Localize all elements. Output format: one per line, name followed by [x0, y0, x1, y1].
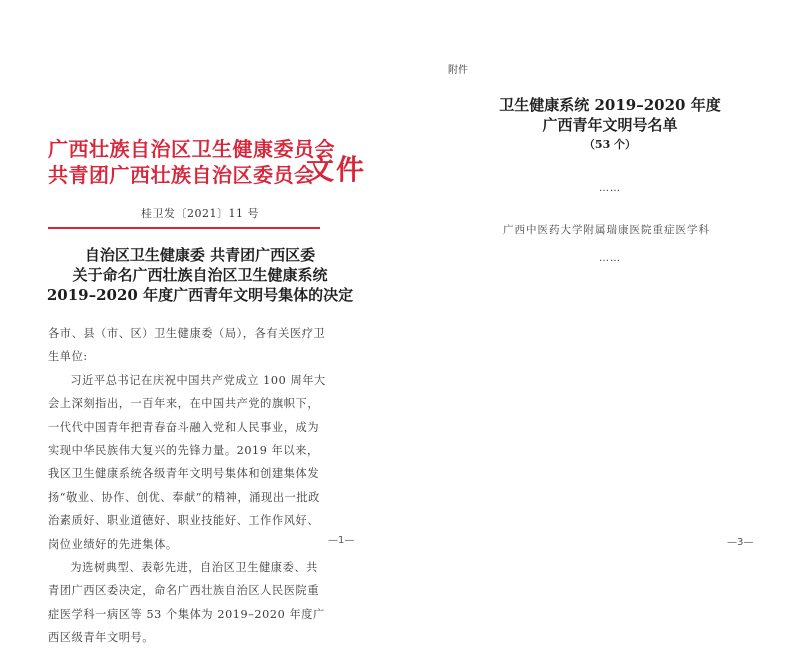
list-item: 广西中医药大学附属瑞康医院重症医学科 [503, 224, 710, 236]
list-title [420, 95, 800, 135]
list-title-line: 广西青年文明号名单 [542, 116, 678, 134]
document-type-label: 文件 [306, 153, 367, 186]
document-page-1 [0, 0, 400, 645]
title-line: 关于命名广西壮族自治区卫生健康系统 [72, 266, 328, 284]
body-paragraph: 习近平总书记在庆祝中国共产党成立 100 周年大会上深刻指出，一百年来，在中国共产党的旗帜下，一代代中国青年把青春奋斗融入党和人民事业，成为实现中华民族伟大复兴的先锋力量。2019 年以来，我区卫生健康系统各级青年文明号集体和创建集体发扬“敬业、协作、创优、奉献”的精神，涌现出一批政治素质好、职业道德好、职业技能好、工作作风好、岗位业绩好的先进集体。 [48, 373, 326, 551]
attachment-label: 附件 [448, 65, 468, 76]
document-number: 桂卫发〔2021〕11 号 [141, 207, 259, 220]
document-body [48, 322, 328, 650]
title-line: 自治区卫生健康委 共青团广西区委 [84, 246, 316, 264]
red-letterhead [48, 136, 367, 188]
document-title [0, 245, 400, 305]
list-count: （53 个） [583, 138, 637, 151]
page-number: —3— [727, 537, 754, 548]
list-title-line: 卫生健康系统 2019–2020 年度 [499, 96, 721, 114]
body-paragraph: 为选树典型、表彰先进，自治区卫生健康委、共青团广西区委决定，命名广西壮族自治区人民医院重症医学科一病区等 53 个集体为 2019–2020 年度广西区级青年文明号。 [48, 561, 325, 645]
salutation: 各市、县（市、区）卫生健康委（局），各有关医疗卫生单位: [48, 327, 326, 364]
issuing-org-2: 共青团广西壮族自治区委员会 [48, 163, 315, 187]
red-divider [48, 227, 320, 229]
title-line: 2019–2020 年度广西青年文明号集体的决定 [46, 286, 354, 304]
issuing-org-1: 广西壮族自治区卫生健康委员会 [48, 137, 335, 161]
page-number: —1— [328, 535, 355, 546]
omitted-entries-marker: …… [599, 183, 621, 194]
document-page-3 [400, 0, 800, 574]
omitted-entries-marker: …… [599, 253, 621, 264]
